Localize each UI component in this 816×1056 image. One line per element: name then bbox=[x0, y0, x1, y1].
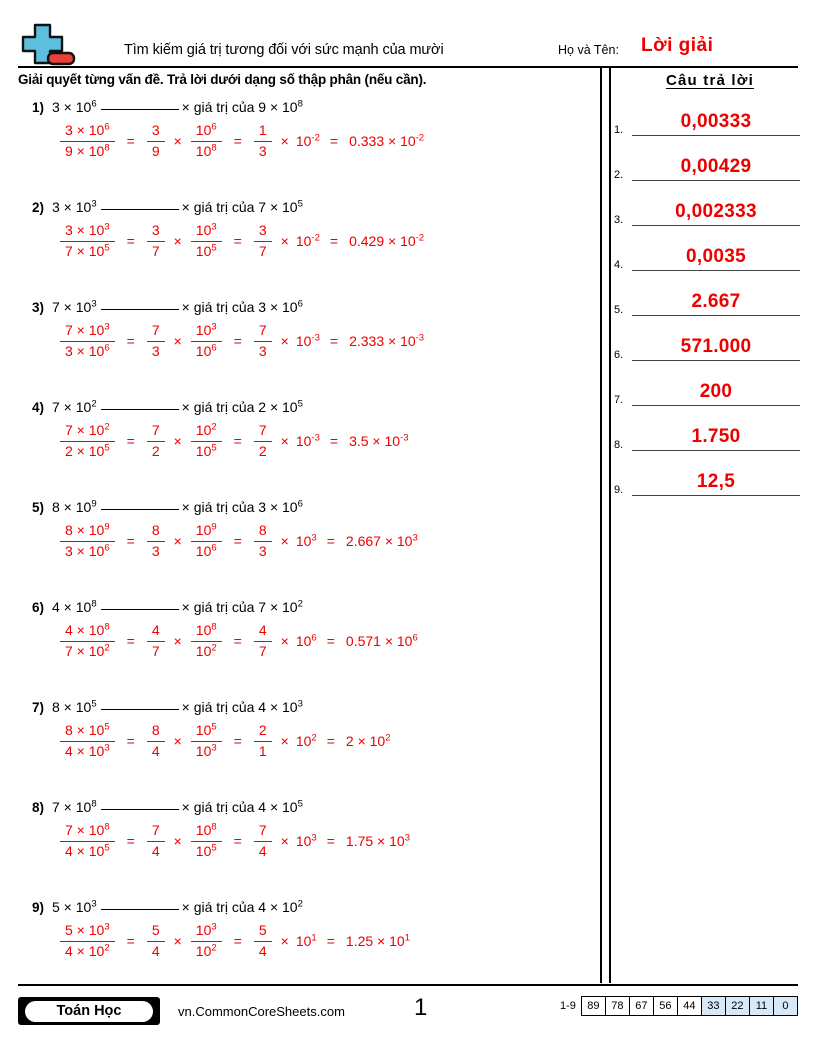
fraction bbox=[60, 822, 115, 860]
answer-key-title: Câu trả lời bbox=[665, 72, 755, 89]
times-sign: × bbox=[173, 733, 182, 749]
fraction-numerator: 7 bbox=[254, 822, 272, 842]
equals-sign: = bbox=[329, 433, 339, 449]
fraction-denominator: $10^6$ bbox=[195, 541, 217, 559]
answer-number: 4. bbox=[614, 259, 624, 271]
equals-sign: = bbox=[233, 233, 242, 249]
power-term: $10^{-2}$ bbox=[295, 132, 320, 149]
fraction bbox=[191, 622, 222, 660]
footer-divider bbox=[18, 984, 798, 986]
fraction-numerator: 7 bbox=[254, 422, 272, 442]
fraction-denominator: 7 bbox=[258, 242, 267, 259]
answer-value: 12,5 bbox=[696, 471, 736, 492]
score-cell: 44 bbox=[677, 996, 702, 1016]
fraction-numerator: $10^2$ bbox=[191, 422, 222, 442]
equals-sign: = bbox=[329, 133, 339, 149]
brand-badge bbox=[18, 997, 160, 1025]
fraction-numerator: 4 bbox=[254, 622, 272, 642]
fraction-numerator: 7 bbox=[254, 322, 272, 342]
problem-prompt: $8 \times 10^5$ × giá trị của $4 \times 10^3$ bbox=[52, 698, 303, 715]
times-sign: × bbox=[280, 733, 289, 749]
equals-sign: = bbox=[233, 933, 242, 949]
site-url: vn.CommonCoreSheets.com bbox=[178, 1004, 345, 1019]
fraction bbox=[147, 322, 165, 360]
fraction bbox=[191, 522, 222, 560]
worked-solution bbox=[58, 522, 418, 560]
times-sign: × bbox=[173, 333, 182, 349]
answer-number: 9. bbox=[614, 484, 624, 496]
worked-solution bbox=[58, 222, 424, 260]
fraction-denominator: 7 bbox=[151, 242, 160, 259]
answer-value: 0,00429 bbox=[680, 156, 752, 177]
problem-prompt: $7 \times 10^8$ × giá trị của $4 \times 10^5$ bbox=[52, 798, 303, 815]
times-sign: × bbox=[173, 633, 182, 649]
answer-underline bbox=[632, 135, 800, 136]
times-sign: × bbox=[280, 633, 289, 649]
problem-number: 5) bbox=[31, 500, 44, 515]
power-term: $10^{-2}$ bbox=[295, 232, 320, 249]
power-term: $10^3$ bbox=[295, 532, 317, 549]
fraction bbox=[60, 722, 115, 760]
answer-row bbox=[612, 245, 802, 271]
plus-minus-logo-icon bbox=[18, 22, 76, 68]
times-sign: × bbox=[173, 533, 182, 549]
power-term: $10^1$ bbox=[295, 932, 317, 949]
answer-row bbox=[612, 110, 802, 136]
times-sign: × bbox=[173, 133, 182, 149]
problem-prompt: $4 \times 10^8$ × giá trị của $7 \times 10^2$ bbox=[52, 598, 303, 615]
solution-result: $0.571 \times 10^6$ bbox=[345, 632, 418, 649]
fraction bbox=[60, 922, 115, 960]
problem-prompt: $7 \times 10^3$ × giá trị của $3 \times 10^6$ bbox=[52, 298, 303, 315]
problem-prompt: $3 \times 10^3$ × giá trị của $7 \times 10^5$ bbox=[52, 198, 303, 215]
power-term: $10^{-3}$ bbox=[295, 332, 320, 349]
fraction-denominator: 9 bbox=[151, 142, 160, 159]
times-sign: × bbox=[280, 833, 289, 849]
fraction-denominator: $7 \times 10^5$ bbox=[65, 241, 110, 259]
fraction bbox=[147, 922, 165, 960]
score-cell: 33 bbox=[701, 996, 726, 1016]
equals-sign: = bbox=[326, 633, 335, 649]
worked-solution bbox=[58, 422, 409, 460]
problem-item bbox=[18, 596, 588, 696]
fraction-denominator: $10^2$ bbox=[195, 641, 217, 659]
fraction-numerator: $8 \times 10^5$ bbox=[60, 722, 115, 742]
fraction-numerator: $7 \times 10^2$ bbox=[60, 422, 115, 442]
times-sign: × bbox=[173, 433, 182, 449]
fraction-denominator: $10^3$ bbox=[195, 741, 217, 759]
problem-item bbox=[18, 396, 588, 496]
score-cell: 11 bbox=[749, 996, 774, 1016]
answer-value: 0,002333 bbox=[675, 201, 757, 222]
fraction-numerator: 3 bbox=[147, 222, 165, 242]
fraction-denominator: 3 bbox=[151, 342, 160, 359]
fraction-numerator: $10^5$ bbox=[191, 722, 222, 742]
equals-sign: = bbox=[326, 533, 335, 549]
worked-solution bbox=[58, 722, 391, 760]
problem-item bbox=[18, 896, 588, 996]
page-number: 1 bbox=[414, 994, 428, 1021]
equals-sign: = bbox=[126, 433, 135, 449]
fraction-numerator: $8 \times 10^9$ bbox=[60, 522, 115, 542]
fraction bbox=[147, 722, 165, 760]
fraction-numerator: $10^6$ bbox=[191, 122, 222, 142]
times-sign: × bbox=[173, 833, 182, 849]
fraction bbox=[191, 322, 222, 360]
fraction-numerator: 8 bbox=[147, 722, 165, 742]
equals-sign: = bbox=[326, 733, 335, 749]
problem-item bbox=[18, 296, 588, 396]
problems-list bbox=[18, 96, 588, 996]
fraction-denominator: $4 \times 10^3$ bbox=[65, 741, 110, 759]
times-sign: × bbox=[280, 533, 289, 549]
fraction bbox=[254, 622, 272, 660]
fraction bbox=[60, 122, 115, 160]
fraction-numerator: $10^3$ bbox=[191, 922, 222, 942]
equals-sign: = bbox=[126, 533, 135, 549]
answer-number: 8. bbox=[614, 439, 624, 451]
equals-sign: = bbox=[126, 833, 135, 849]
times-sign: × bbox=[173, 933, 182, 949]
problem-number: 8) bbox=[31, 800, 44, 815]
fraction bbox=[147, 222, 165, 260]
fraction-numerator: $4 \times 10^8$ bbox=[60, 622, 115, 642]
equals-sign: = bbox=[126, 333, 135, 349]
problem-prompt: $7 \times 10^2$ × giá trị của $2 \times 10^5$ bbox=[52, 398, 303, 415]
fraction-denominator: 3 bbox=[258, 542, 267, 559]
fraction bbox=[254, 822, 272, 860]
score-cell-group bbox=[582, 996, 798, 1016]
fraction bbox=[191, 422, 222, 460]
answer-value: 0,0035 bbox=[686, 246, 746, 267]
fraction-denominator: $10^8$ bbox=[195, 141, 217, 159]
answer-blank[interactable] bbox=[101, 809, 179, 810]
fraction-numerator: $7 \times 10^8$ bbox=[60, 822, 115, 842]
equals-sign: = bbox=[326, 833, 335, 849]
fraction bbox=[60, 322, 115, 360]
fraction-numerator: $10^9$ bbox=[191, 522, 222, 542]
equals-sign: = bbox=[329, 333, 339, 349]
fraction bbox=[191, 822, 222, 860]
fraction bbox=[254, 322, 272, 360]
fraction-denominator: $7 \times 10^2$ bbox=[65, 641, 110, 659]
fraction-numerator: 5 bbox=[254, 922, 272, 942]
equals-sign: = bbox=[233, 833, 242, 849]
problem-number: 3) bbox=[31, 300, 44, 315]
fraction-denominator: $3 \times 10^6$ bbox=[65, 541, 110, 559]
fraction bbox=[60, 222, 115, 260]
times-sign: × bbox=[280, 233, 289, 249]
times-sign: × bbox=[280, 433, 289, 449]
answer-row bbox=[612, 380, 802, 406]
fraction-numerator: 7 bbox=[147, 422, 165, 442]
fraction-numerator: $10^3$ bbox=[191, 222, 222, 242]
score-cell: 78 bbox=[605, 996, 630, 1016]
fraction-numerator: 8 bbox=[254, 522, 272, 542]
fraction-denominator: $10^5$ bbox=[195, 241, 217, 259]
fraction-numerator: $7 \times 10^3$ bbox=[60, 322, 115, 342]
worksheet-header bbox=[18, 22, 798, 68]
equals-sign: = bbox=[233, 633, 242, 649]
answer-blank[interactable] bbox=[101, 509, 179, 510]
answer-row bbox=[612, 470, 802, 496]
fraction-numerator: 8 bbox=[147, 522, 165, 542]
fraction-numerator: $5 \times 10^3$ bbox=[60, 922, 115, 942]
fraction bbox=[147, 822, 165, 860]
answer-underline bbox=[632, 405, 800, 406]
fraction bbox=[60, 622, 115, 660]
problem-item bbox=[18, 96, 588, 196]
answer-blank[interactable] bbox=[101, 709, 179, 710]
fraction-denominator: $10^5$ bbox=[195, 441, 217, 459]
problem-number: 9) bbox=[31, 900, 44, 915]
problem-item bbox=[18, 196, 588, 296]
fraction-denominator: 1 bbox=[258, 742, 267, 759]
problem-number: 6) bbox=[31, 600, 44, 615]
problem-number: 1) bbox=[31, 100, 44, 115]
fraction-numerator: $10^8$ bbox=[191, 622, 222, 642]
fraction-numerator: 2 bbox=[254, 722, 272, 742]
equals-sign: = bbox=[126, 733, 135, 749]
problem-number: 7) bbox=[31, 700, 44, 715]
equals-sign: = bbox=[329, 233, 339, 249]
answer-blank[interactable] bbox=[101, 109, 179, 110]
answer-row bbox=[612, 155, 802, 181]
fraction-denominator: $10^6$ bbox=[195, 341, 217, 359]
fraction bbox=[191, 222, 222, 260]
problem-item bbox=[18, 496, 588, 596]
power-term: $10^6$ bbox=[295, 632, 317, 649]
fraction-denominator: 4 bbox=[151, 742, 160, 759]
problem-prompt: $3 \times 10^6$ × giá trị của $9 \times 10^8$ bbox=[52, 98, 303, 115]
problem-prompt: $8 \times 10^9$ × giá trị của $3 \times 10^6$ bbox=[52, 498, 303, 515]
header-divider bbox=[18, 66, 798, 68]
problem-prompt: $5 \times 10^3$ × giá trị của $4 \times 10^2$ bbox=[52, 898, 303, 915]
answer-number: 1. bbox=[614, 124, 624, 136]
answer-underline bbox=[632, 495, 800, 496]
times-sign: × bbox=[173, 233, 182, 249]
answer-blank[interactable] bbox=[101, 409, 179, 410]
solution-result: $2.667 \times 10^3$ bbox=[345, 532, 418, 549]
score-cell: 67 bbox=[629, 996, 654, 1016]
fraction-denominator: $4 \times 10^2$ bbox=[65, 941, 110, 959]
name-label: Họ và Tên: bbox=[558, 43, 619, 57]
answer-row bbox=[612, 290, 802, 316]
fraction-denominator: 7 bbox=[258, 642, 267, 659]
fraction-denominator: $9 \times 10^8$ bbox=[65, 141, 110, 159]
fraction bbox=[147, 522, 165, 560]
problem-number: 4) bbox=[31, 400, 44, 415]
solution-result: $1.75 \times 10^3$ bbox=[345, 832, 410, 849]
fraction-numerator: 5 bbox=[147, 922, 165, 942]
answer-blank[interactable] bbox=[101, 209, 179, 210]
equals-sign: = bbox=[233, 333, 242, 349]
answer-value: 200 bbox=[699, 381, 733, 402]
answer-number: 2. bbox=[614, 169, 624, 181]
score-cell: 0 bbox=[773, 996, 798, 1016]
equals-sign: = bbox=[233, 533, 242, 549]
power-term: $10^3$ bbox=[295, 832, 317, 849]
problem-number: 2) bbox=[31, 200, 44, 215]
fraction-denominator: 4 bbox=[151, 942, 160, 959]
answer-value: 571.000 bbox=[680, 336, 752, 357]
answer-blank[interactable] bbox=[101, 309, 179, 310]
fraction-denominator: 4 bbox=[258, 942, 267, 959]
fraction bbox=[254, 922, 272, 960]
fraction bbox=[60, 422, 115, 460]
solution-result: $0.333 \times 10^{-2}$ bbox=[349, 132, 425, 149]
score-cell: 56 bbox=[653, 996, 678, 1016]
fraction-numerator: 7 bbox=[147, 822, 165, 842]
fraction-denominator: $10^2$ bbox=[195, 941, 217, 959]
fraction-denominator: 3 bbox=[258, 342, 267, 359]
times-sign: × bbox=[280, 333, 289, 349]
equals-sign: = bbox=[126, 233, 135, 249]
fraction bbox=[254, 422, 272, 460]
solution-result: $1.25 \times 10^1$ bbox=[345, 932, 410, 949]
worked-solution bbox=[58, 122, 424, 160]
fraction-numerator: 3 bbox=[254, 222, 272, 242]
brand-label: Toán Học bbox=[25, 1001, 153, 1022]
answer-underline bbox=[632, 225, 800, 226]
fraction bbox=[254, 522, 272, 560]
answer-blank[interactable] bbox=[101, 609, 179, 610]
page-title: Tìm kiếm giá trị tương đối với sức mạnh của mười bbox=[124, 42, 444, 58]
equals-sign: = bbox=[233, 733, 242, 749]
fraction bbox=[254, 222, 272, 260]
fraction-denominator: 4 bbox=[151, 842, 160, 859]
power-term: $10^2$ bbox=[295, 732, 317, 749]
answer-row bbox=[612, 425, 802, 451]
equals-sign: = bbox=[233, 433, 242, 449]
answer-value: 0,00333 bbox=[680, 111, 752, 132]
score-cell: 22 bbox=[725, 996, 750, 1016]
answer-row bbox=[612, 200, 802, 226]
worked-solution bbox=[58, 922, 410, 960]
fraction bbox=[191, 122, 222, 160]
fraction bbox=[191, 922, 222, 960]
answer-number: 6. bbox=[614, 349, 624, 361]
solution-result: $2 \times 10^2$ bbox=[345, 732, 391, 749]
answer-blank[interactable] bbox=[101, 909, 179, 910]
answer-number: 5. bbox=[614, 304, 624, 316]
fraction-numerator: $10^3$ bbox=[191, 322, 222, 342]
fraction bbox=[60, 522, 115, 560]
fraction-denominator: 2 bbox=[258, 442, 267, 459]
fraction-numerator: 7 bbox=[147, 322, 165, 342]
fraction-denominator: 4 bbox=[258, 842, 267, 859]
equals-sign: = bbox=[126, 133, 135, 149]
score-table bbox=[560, 996, 798, 1016]
answer-underline bbox=[632, 270, 800, 271]
fraction-numerator: $3 \times 10^3$ bbox=[60, 222, 115, 242]
times-sign: × bbox=[280, 933, 289, 949]
solution-result: $2.333 \times 10^{-3}$ bbox=[349, 332, 425, 349]
answer-value: 2.667 bbox=[691, 291, 741, 312]
equals-sign: = bbox=[233, 133, 242, 149]
fraction-numerator: $3 \times 10^6$ bbox=[60, 122, 115, 142]
answer-number: 3. bbox=[614, 214, 624, 226]
worked-solution bbox=[58, 822, 410, 860]
fraction bbox=[147, 622, 165, 660]
fraction-numerator: 3 bbox=[147, 122, 165, 142]
fraction bbox=[191, 722, 222, 760]
fraction-numerator: 4 bbox=[147, 622, 165, 642]
fraction bbox=[254, 122, 272, 160]
fraction-numerator: 1 bbox=[254, 122, 272, 142]
worked-solution bbox=[58, 622, 418, 660]
equals-sign: = bbox=[126, 633, 135, 649]
worked-solution bbox=[58, 322, 424, 360]
answer-row bbox=[612, 335, 802, 361]
fraction-denominator: 2 bbox=[151, 442, 160, 459]
answer-underline bbox=[632, 180, 800, 181]
score-range-label: 1-9 bbox=[560, 1000, 576, 1012]
fraction-denominator: 3 bbox=[151, 542, 160, 559]
answer-underline bbox=[632, 315, 800, 316]
fraction bbox=[147, 122, 165, 160]
column-divider bbox=[600, 68, 611, 983]
fraction-denominator: 3 bbox=[258, 142, 267, 159]
fraction-denominator: $4 \times 10^5$ bbox=[65, 841, 110, 859]
instructions-text: Giải quyết từng vấn đề. Trả lời dưới dạng số thập phân (nếu cần). bbox=[18, 72, 427, 87]
answer-underline bbox=[632, 450, 800, 451]
fraction-numerator: $10^8$ bbox=[191, 822, 222, 842]
answer-value: 1.750 bbox=[691, 426, 741, 447]
problem-item bbox=[18, 696, 588, 796]
fraction-denominator: $3 \times 10^6$ bbox=[65, 341, 110, 359]
problem-item bbox=[18, 796, 588, 896]
score-cell: 89 bbox=[581, 996, 606, 1016]
equals-sign: = bbox=[326, 933, 335, 949]
fraction-denominator: $2 \times 10^5$ bbox=[65, 441, 110, 459]
fraction-denominator: $10^5$ bbox=[195, 841, 217, 859]
name-value: Lời giải bbox=[641, 35, 714, 56]
fraction bbox=[254, 722, 272, 760]
fraction bbox=[147, 422, 165, 460]
power-term: $10^{-3}$ bbox=[295, 432, 320, 449]
solution-result: $3.5 \times 10^{-3}$ bbox=[349, 432, 409, 449]
fraction-denominator: 7 bbox=[151, 642, 160, 659]
times-sign: × bbox=[280, 133, 289, 149]
equals-sign: = bbox=[126, 933, 135, 949]
solution-result: $0.429 \times 10^{-2}$ bbox=[349, 232, 425, 249]
answer-underline bbox=[632, 360, 800, 361]
answer-number: 7. bbox=[614, 394, 624, 406]
